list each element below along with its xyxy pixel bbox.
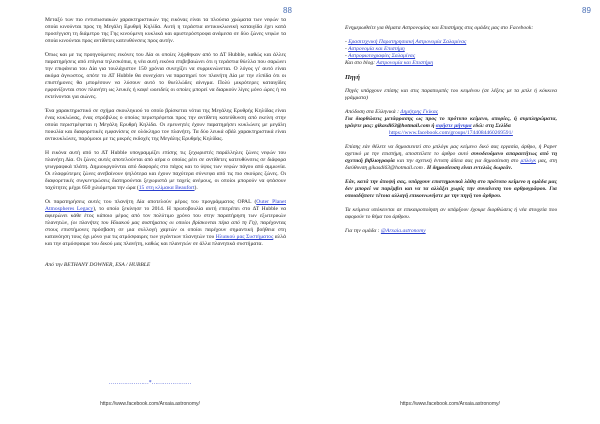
text: Επίσης εάν θέλετε να δημοσιευτεί στο μπλόγκ μας κείμενο δικό σας εργασία, άρθρο, ή Paper σχετικό με την επιστήμη, αποστείλετε το άρθρο αυτό [345,144,557,157]
article-info [345,25,557,242]
paragraph [45,150,286,192]
intro: Ενημερωθείτε για θέματα Αστρονομίας και Επιστήμης στις ομάδες μας στο Facebook: [345,25,534,31]
submission-note [345,144,557,172]
team-label: Για την ομάδα : [345,228,381,234]
group-link[interactable]: Αστρονομία και Επιστήμη [348,46,405,52]
blog-label: Και στο blog: [345,60,377,66]
corrections-end: εδώ: στη Σελίδα [471,123,511,129]
leave-message-link[interactable]: αφήστε μήνυμα [435,123,472,129]
translator-link[interactable]: Δημήτρης Γκίκας [400,109,438,115]
footer-url: https://www.facebook.com/Arxaia.astronomy/ [100,401,200,407]
paragraph: Ένα χαρακτηριστικό σε σχήμα σκουληκιού το οποίο βρίσκεται νότια της Μεγάλης Ερυθρής Κηλίδας είναι ένας κυκλώνας, ένας στρόβιλος ο οποίος περιστρέφεται προς την αντίθετη κατεύθυνση από εκείνη στην οποία περιστρέφεται η Μεγάλη Ερυθρή Κηλίδα. Οι ερευνητές έχουν παρατηρήσει κυκλώνες με μεγάλη ποικιλία και διαφορετικές εμφανίσεις σε ολόκληρο τον πλανήτη. Τα δύο λευκά οβάλ χαρακτηριστικά είναι αντικυκλώνες, παρόμοιοι με τις μικρές εκδοχές της Μεγάλης Ερυθρής Κηλίδας. [45,108,286,142]
text: (οι πλανήτες του Ηλιακού μας συστήματος οι οποίοι βρίσκονται πέρα από τη Γη) [70,220,257,226]
update-note: Τα κείμενα υπόκεινται σε επικαιροποίηση αν υπάρξουν έχουμε διορθώσεις ή νέα στοιχεία που αφορούν το θέμα του άρθρου. [345,207,557,220]
group-item: - Ερασιτεχνική Παρατηρησιακή Αστρονομία Σαλαμίνας [345,39,467,45]
page-number: 88 [283,6,292,15]
sources-note: Πηγές υπάρχουν επίσης και στις παραπομπές του κειμένου (σε λέξεις με τα μπλε ή κόκκινα γράμματα) [345,88,557,101]
credit: Από την BETHANY DOWNER, ESA / HUBBLE [45,262,151,268]
translation-block [345,109,557,137]
text: ). [194,185,198,191]
group-item: - Αστροφωτογραφίες Σαλαμίνας [345,53,416,59]
group-list [345,39,557,60]
group-link[interactable]: Αστροφωτογραφίες Σαλαμίνας [348,53,416,59]
blog-link[interactable]: Αστρονομία και Επιστήμη [376,60,433,66]
source-heading: Πηγή [345,74,360,81]
page-number: 89 [582,6,591,15]
text: , παρέχοντας στους επιστήμονες πρόσβαση σε μια συλλογή χαρτών οι οποίοι παρέχουν σημαντική βοήθεια στη κατανόηση τους όχι μόνο για τις ατμόσφαιρες των γιγάντιων πλανητών του [45,220,286,240]
divider: …………………*………………… [108,380,192,386]
text: Η εικόνα αυτή από το ΔΤ Hubble υπογραμμίζει επίσης τις ξεχωριστές παράλληλες ζώνες νεφών του πλανήτη Δία. Οι ζώνες αυτές αποτελούνται από αέρα ο οποίος ρέει σε αντίθετες κατευθύνσεις σε διάφορα γεωγραφικά πλάτη. Δημιουργούνται από διαφορές στο πάχος και το ύψος των νεφών πάγου από αμμωνία. Οι ελαφρύτερες ζώνες ανεβαίνουν ψηλότερα και έχουν παχύτερα σύννεφα από τις πιο σκούρες ζώνες. Οι διαφορετικές συγκεντρώσεις διατηρούνται ξεχωριστά με ταχείς ανέμους, οι οποίοι μπορούν να φτάσουν ταχύτητες μέχρι 650 χιλιόμετρα την ώρα ( [45,150,286,191]
footer-url: https://www.facebook.com/Arxaia.astronomy/ [400,401,500,407]
article-body [45,17,286,276]
text: Η δημοσίευση είναι εντελώς δωρεάν. [426,165,513,171]
group-item: - Αστρονομία και Επιστήμη [345,46,405,52]
text: μας, στη διεύθυνση gikasdi63@hotmail.com . [345,158,557,171]
translation-label: Απόδοση στα Ελληνικά : [345,109,401,115]
paragraph [45,199,286,248]
page-89 [300,0,600,424]
text: συνοδευόμενο απαραιτήτως από τη σχετική βιβλιογραφία [345,151,558,164]
info-block [345,25,557,32]
facebook-group-link[interactable]: https://www.facebook.com/groups/1744084460269591/ [389,130,513,136]
paragraph: Μεταξύ των πιο εντυπωσιακών χαρακτηριστικών της εικόνας είναι τα πλούσια χρώματα των νεφών τα οποία κινούνται προς τη Μεγάλη Ερυθρή Κηλίδα. Αυτή η τεράστια αντικυκλωνική καταιγίδα έχει κατά προσέγγιση τη διάμετρο της Γης κινούμενη κυκλικά και αριστερόστροφα ανάμεσα σε δύο ζώνες νεφών τα οποία κινούνται προς αντίθετες κατευθύνσεις προς αυτήν. [45,17,286,44]
opal-link[interactable]: Outer Planet Atmospheres Legacy [45,199,286,212]
solar-system-link[interactable]: Ηλιακού μας Συστήματος [215,234,274,240]
beaufort-link[interactable]: 15 στη κλίμακα Beaufort [138,185,195,191]
team-link[interactable]: @Arxaia.astronomy [380,228,426,234]
text: ), το οποίο ξεκίνησε το 2014. Η πρωτοβουλία αυτή επιτρέπει στο ΔΤ Hubble να αφιερώνει κάθε έτος κάποιο μέρος από τον πολύτιμο χρόνο του στην παρατήρηση των εξωτερικών πλανητών, [45,206,286,226]
text: αλλά και την ατμόσφαιρα του δικού μας πλανήτη, καθώς και πλανητών σε άλλα πλανητικά συστήματα. [45,234,286,247]
errors-note: Εάν, κατά την άποψή σας, υπάρχουν επιστημονικά λάθη στο πρότυπο κείμενο η ομάδα μας δεν μπορεί να παρέμβει και να τα αλλάξει χωρίς την συναίνεση του αρθρογράφου. Για οποιαδήποτε τέτοια αλλαγή επικοινωνήστε με την πηγή του άρθρου. [345,179,557,199]
text: Οι παρατηρήσεις αυτές του πλανήτη Δία αποτελούν μέρος του προγράμματος OPAL ( [45,199,257,205]
group-link[interactable]: Ερασιτεχνική Παρατηρησιακή Αστρονομία Σαλαμίνας [348,39,467,45]
text: και την σχετική έντυπη άδεια σας για δημοσίευση στο [394,158,521,164]
paragraph: Όπως και με τις προηγούμενες εικόνες του Δία οι οποίες λήφθηκαν από το ΔΤ Hubble, καθώς και άλλες παρατηρήσεις από επίγεια τηλεσκόπια, η νέα αυτή εικόνα επιβεβαιώνει ότι η τεράστια θύελλα που σαρώνει την επιφάνεια του Δία για τουλάχιστον 150 χρόνια συνεχίζει να συρρικνώνεται. Ο λόγος γι' αυτό είναι ακόμα άγνωστος, οπότε το ΔΤ Hubble θα συνεχίσει να παρατηρεί τον πλανήτη Δία με την ελπίδα ότι οι επιστήμονες θα μπορέσουν να λύσουν αυτό το θυελλώδες αίνιγμα. Πολύ μικρότερες καταιγίδες εμφανίζονται στον πλανήτη ως λευκές ή καφέ ωοειδείς οι οποίες μπορεί να διαρκούν λίγες μόνο ώρες ή να εκτείνονται για αιώνες. [45,52,286,100]
team-line [345,228,557,235]
blog-link-inline[interactable]: μπλόγκ [520,158,537,164]
corrections-text: Για διορθώσεις μετάφρασης ως προς το πρότυπο κείμενο, απορίες, ή συμπληρώματα, γράψτε μας: gikasdi63@hotmail.com ή [345,116,557,129]
